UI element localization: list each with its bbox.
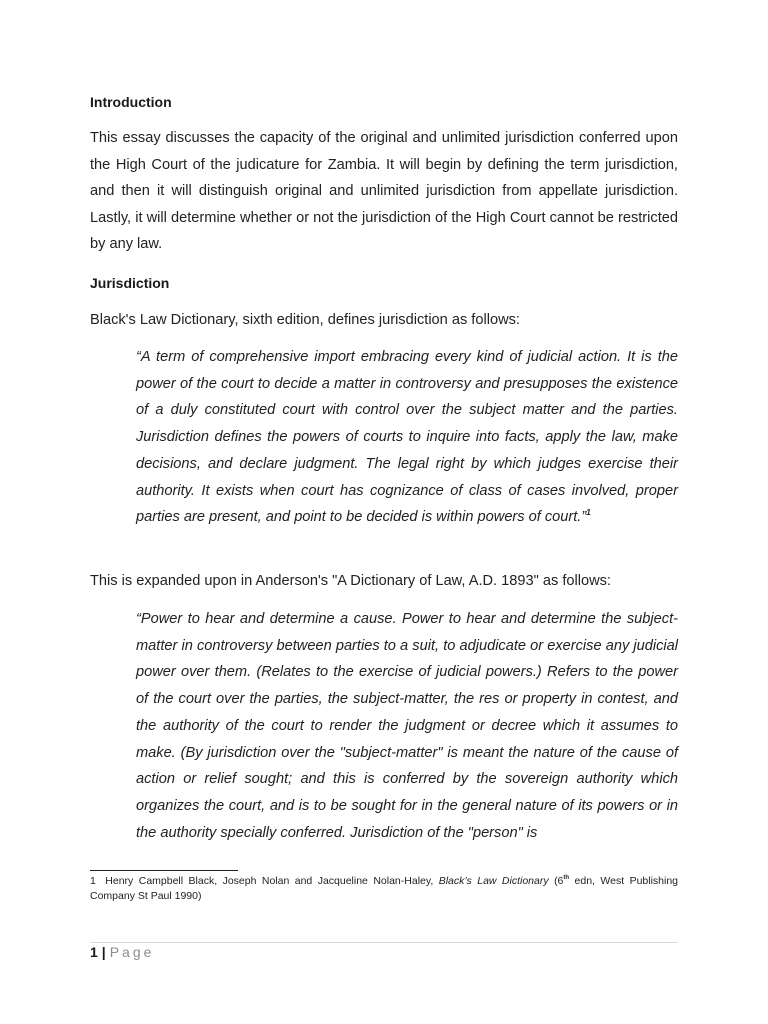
page-footer: [90, 943, 154, 961]
blacks-quote-text: “A term of comprehensive import embracing every kind of judicial action. It is the power of the court to decide a matter in controversy and presupposes the existence of a duly constituted court with control over the subject matter and the parties. Jurisdiction defines the powers of courts to inquire into facts, apply the law, make decisions, and declare judgment. The legal right by which judges exercise their authority. It exists when court has cognizance of class of cases involved, proper parties are present, and point to be decided is within powers of court.”: [136, 349, 678, 526]
page-separator: |: [101, 944, 106, 960]
page-label: Page: [109, 944, 155, 960]
blacks-definition-quote: [136, 344, 678, 531]
section-heading-introduction: Introduction: [90, 94, 172, 110]
anderson-definition-lead: This is expanded upon in Anderson's "A Dictionary of Law, A.D. 1893" as follows:: [90, 573, 611, 589]
footnote: [90, 874, 678, 904]
footnote-authors: Henry Campbell Black, Joseph Nolan and Jacqueline Nolan-Haley,: [105, 875, 434, 887]
document-page: [90, 0, 678, 1024]
footer-divider: [90, 942, 678, 943]
footnote-reference[interactable]: 1: [586, 508, 591, 518]
footnote-number: 1: [90, 875, 96, 887]
footnote-edition-suffix: th: [563, 875, 570, 881]
footnote-book-title: Black’s Law Dictionary: [438, 875, 549, 887]
blacks-definition-lead: Black's Law Dictionary, sixth edition, defines jurisdiction as follows:: [90, 312, 520, 328]
footnote-edition: (6: [554, 875, 564, 887]
footnote-publisher: edn, West Publishing Company St Paul 1990): [90, 875, 679, 902]
introduction-paragraph: This essay discusses the capacity of the original and unlimited jurisdiction conferred upon the High Court of the judicature for Zambia. It will begin by defining the term jurisdiction, and then it will distinguish original and unlimited jurisdiction from appellate jurisdiction. Lastly, it will determine whether or not the jurisdiction of the High Court cannot be restricted by any law.: [90, 130, 678, 252]
anderson-definition-quote: “Power to hear and determine a cause. Power to hear and determine the subject-matter in controversy between parties to a suit, to adjudicate or exercise any judicial power over them. (Relates to the exercise of judicial powers.) Refers to the power of the court over the parties, the subject-matter, the res or property in contest, and the authority of the court to render the judgment or decree which it assumes to make. (By jurisdiction over the "subject-matter" is meant the nature of the cause of action or relief sought; and this is conferred by the sovereign authority which organizes the court, and is to be sought for in the general nature of its powers or in the authority specially conferred. Jurisdiction of the "person" is: [136, 611, 678, 841]
page-number: 1: [90, 944, 98, 960]
footnote-separator: [90, 870, 238, 871]
section-heading-jurisdiction: Jurisdiction: [90, 275, 170, 291]
